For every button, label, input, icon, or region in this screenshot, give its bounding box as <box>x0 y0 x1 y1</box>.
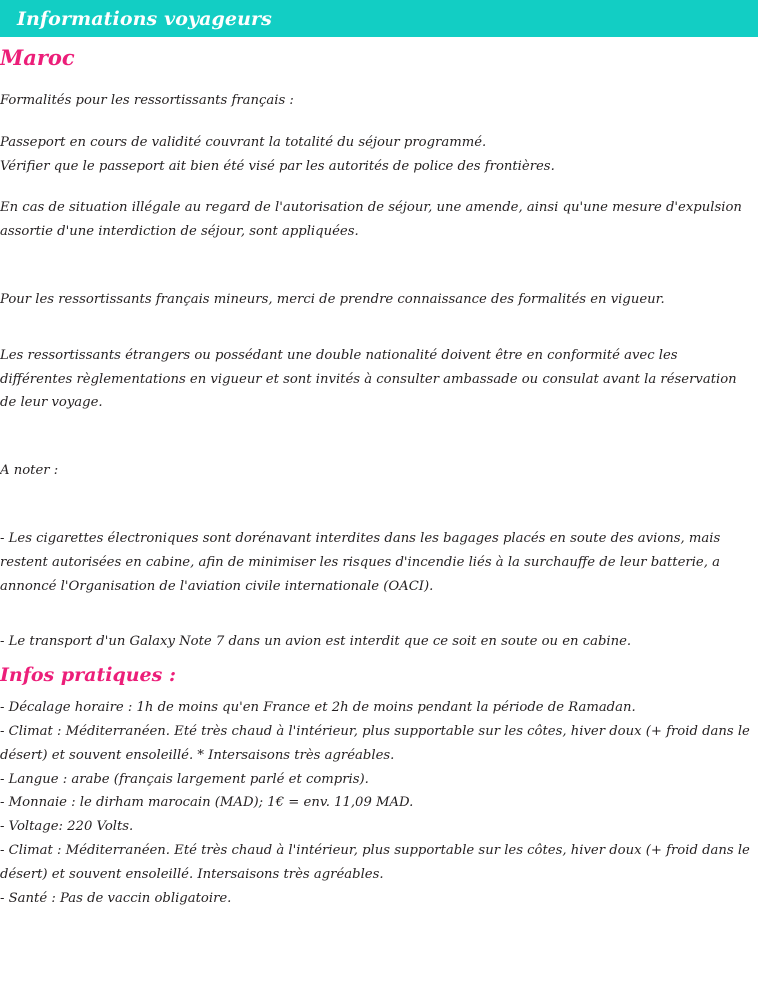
practical-info-title: Infos pratiques : <box>0 664 176 687</box>
formalities-intro: Formalités pour les ressortissants français : <box>0 93 294 108</box>
note-item-electronic-cigarettes: - Les cigarettes électroniques sont dorénavant interdites dans les bagages placés en soute des avions, mais restent autorisées en cabine, afin de minimiser les risques d'incendie liés à la surchauffe de leur batterie, a annoncé l'Organisation de l'aviation civile internationale (OACI). <box>0 530 721 594</box>
passport-requirement-line-2: Vérifier que le passeport ait bien été visé par les autorités de police des frontières. <box>0 158 555 174</box>
country-title: Maroc <box>0 45 75 70</box>
spacer <box>0 71 752 89</box>
spacer <box>0 312 752 344</box>
spacer <box>0 483 752 527</box>
passport-requirement-line-1: Passeport en cours de validité couvrant la totalité du séjour programmé. <box>0 134 487 150</box>
spacer <box>0 244 752 288</box>
practical-item-climate-duplicate: - Climat : Méditerranéen. Eté très chaud à l'intérieur, plus supportable sur les côtes, hiver doux (+ froid dans le désert) et souvent ensoleillé. Intersaisons très agréables. <box>0 842 750 882</box>
practical-item-currency: - Monnaie : le dirham marocain (MAD); 1€ = env. 11,09 MAD. <box>0 795 414 811</box>
page-title: Informations voyageurs <box>17 7 272 30</box>
illegal-situation-notice: En cas de situation illégale au regard de l'autorisation de séjour, une amende, ainsi qu'une mesure d'expulsion assortie d'une interdiction de séjour, sont appliquées. <box>0 200 742 240</box>
page-header <box>0 0 758 37</box>
spacer <box>0 598 752 630</box>
spacer <box>0 415 752 459</box>
page-content <box>0 45 758 910</box>
practical-info-list <box>0 696 752 910</box>
spacer <box>0 113 752 131</box>
spacer <box>0 178 752 196</box>
practical-item-voltage: - Voltage: 220 Volts. <box>0 819 134 835</box>
foreign-nationals-notice: Les ressortissants étrangers ou possédant une double nationalité doivent être en conformité avec les différentes règlementations en vigueur et sont invités à consulter ambassade ou consulat avant la réservation de leur voyage. <box>0 347 737 411</box>
practical-item-health: - Santé : Pas de vaccin obligatoire. <box>0 890 232 906</box>
practical-item-climate: - Climat : Méditerranéen. Eté très chaud à l'intérieur, plus supportable sur les côtes, hiver doux (+ froid dans le désert) et souvent ensoleillé. * Intersaisons très agréables. <box>0 723 750 763</box>
notes-heading: A noter : <box>0 463 59 479</box>
practical-item-time-difference: - Décalage horaire : 1h de moins qu'en France et 2h de moins pendant la période de Ramadan. <box>0 700 636 716</box>
note-item-galaxy-note-7: - Le transport d'un Galaxy Note 7 dans un avion est interdit que ce soit en soute ou en cabine. <box>0 634 632 650</box>
practical-item-language: - Langue : arabe (français largement parlé et compris). <box>0 771 369 787</box>
minors-notice: Pour les ressortissants français mineurs, merci de prendre connaissance des formalités en vigueur. <box>0 291 665 307</box>
